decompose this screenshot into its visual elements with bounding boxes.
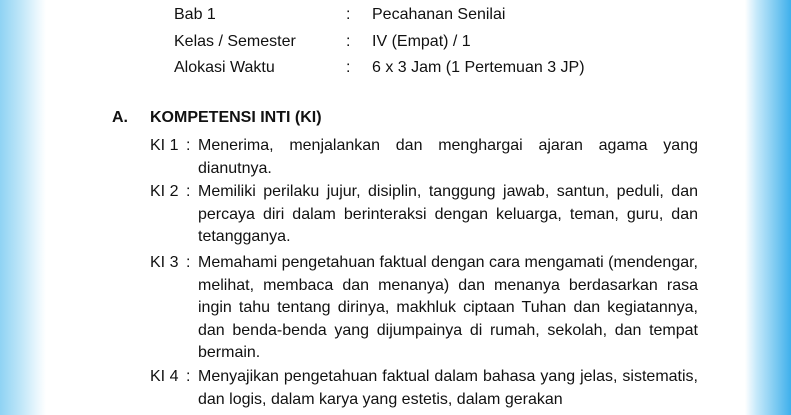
ki-text: Memiliki perilaku jujur, disiplin, tanggung jawab, santun, peduli, dan percaya diri dalam berinteraksi dengan keluarga, teman, guru, dan tetangganya. [198, 183, 698, 245]
ki-text: Menerima, menjalankan dan menghargai ajaran agama yang dianutnya. [198, 137, 698, 177]
ki-code: KI 3 [150, 254, 179, 271]
ki-item-3 [150, 252, 698, 365]
meta-colon: : [346, 59, 351, 76]
ki-colon: : [186, 368, 191, 385]
meta-label: Kelas / Semester [174, 33, 296, 50]
ki-text: Menyajikan pengetahuan faktual dalam bahasa yang jelas, sistematis, dan logis, dalam karya yang estetis, dalam gerakan [198, 368, 698, 408]
meta-label: Alokasi Waktu [174, 59, 275, 76]
ki-colon: : [186, 254, 191, 271]
ki-item-4 [150, 366, 698, 411]
meta-value: 6 x 3 Jam (1 Pertemuan 3 JP) [372, 59, 585, 76]
meta-value: Pecahanan Senilai [372, 6, 506, 23]
meta-colon: : [346, 33, 351, 50]
ki-code: KI 1 [150, 137, 179, 154]
meta-value: IV (Empat) / 1 [372, 33, 471, 50]
ki-colon: : [186, 137, 191, 154]
ki-colon: : [186, 183, 191, 200]
section-letter: A. [112, 109, 128, 126]
ki-text: Memahami pengetahuan faktual dengan cara mengamati (mendengar, melihat, membaca dan menanya) dan menanya berdasarkan rasa ingin tahu tentang dirinya, makhluk ciptaan Tuhan dan kegiatannya, dan benda-benda yang dijumpainya di rumah, sekolah, dan tempat bermain. [198, 254, 698, 361]
ki-item-2 [150, 181, 698, 249]
section-title: KOMPETENSI INTI (KI) [150, 109, 322, 126]
ki-item-1 [150, 135, 698, 180]
ki-code: KI 4 [150, 368, 179, 385]
meta-colon: : [346, 6, 351, 23]
ki-code: KI 2 [150, 183, 179, 200]
meta-label: Bab 1 [174, 6, 216, 23]
